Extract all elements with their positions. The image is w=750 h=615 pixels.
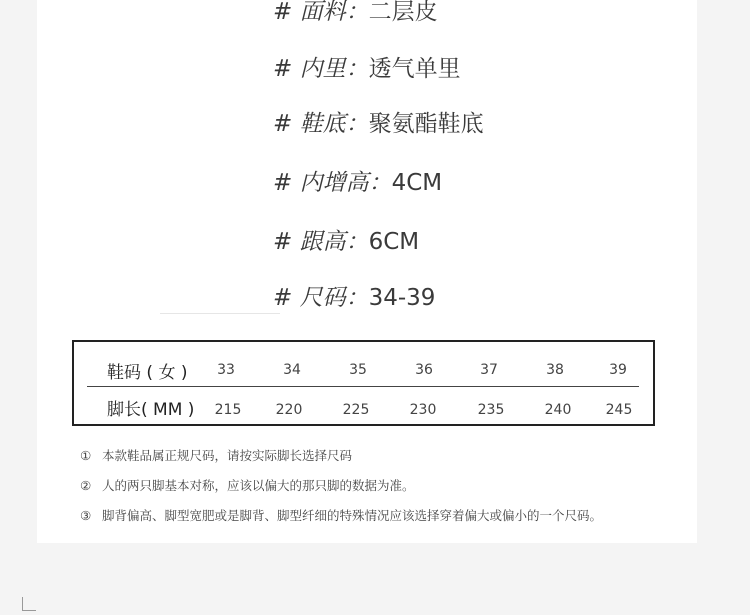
spec-size-range [273,283,435,313]
spec-value: 34-39 [368,285,436,311]
divider-line [160,313,280,314]
size-cell: 39 [609,362,627,378]
size-cell: 37 [480,362,498,378]
size-cell: 38 [546,362,564,378]
size-row-header: 鞋码 ( 女 ) [107,363,188,383]
note-item [80,476,415,494]
spec-inner-height [273,168,442,198]
spec-value: 透气单里 [368,56,461,82]
note-number: ② [80,478,92,493]
length-cell: 225 [342,402,370,418]
size-chart-table [72,340,655,426]
spec-value: 聚氨酯鞋底 [368,111,484,137]
spec-label: # 内里： [273,56,369,82]
length-cell: 245 [605,402,633,418]
spec-label: # 鞋底： [273,111,369,137]
length-cell: 215 [214,402,242,418]
table-divider [87,386,639,387]
note-number: ③ [80,508,92,523]
note-item [80,446,352,464]
spec-label: # 内增高： [273,170,392,196]
spec-lining [273,54,461,84]
length-cell: 235 [477,402,505,418]
size-cell: 36 [415,362,433,378]
spec-sole [273,109,484,139]
spec-value: 6CM [368,229,420,255]
length-cell: 220 [275,402,303,418]
note-text: 本款鞋品属正规尺码，请按实际脚长选择尺码 [102,448,353,463]
size-cell: 34 [283,362,301,378]
note-number: ① [80,448,92,463]
length-cell: 230 [409,402,437,418]
length-row-header: 脚长( MM ) [107,400,195,420]
note-text: 人的两只脚基本对称，应该以偏大的那只脚的数据为准。 [102,478,415,493]
spec-value: 4CM [391,170,443,196]
note-item [80,506,602,524]
spec-label: # 面料： [273,0,369,25]
spec-value: 二层皮 [368,0,438,25]
corner-mark-icon [22,597,36,611]
spec-heel-height [273,227,419,257]
size-cell: 33 [217,362,235,378]
spec-label: # 跟高： [273,229,369,255]
length-cell: 240 [544,402,572,418]
spec-fabric [273,0,438,27]
note-text: 脚背偏高、脚型宽肥或是脚背、脚型纤细的特殊情况应该选择穿着偏大或偏小的一个尺码。 [102,508,603,523]
spec-label: # 尺码： [273,285,369,311]
size-cell: 35 [349,362,367,378]
